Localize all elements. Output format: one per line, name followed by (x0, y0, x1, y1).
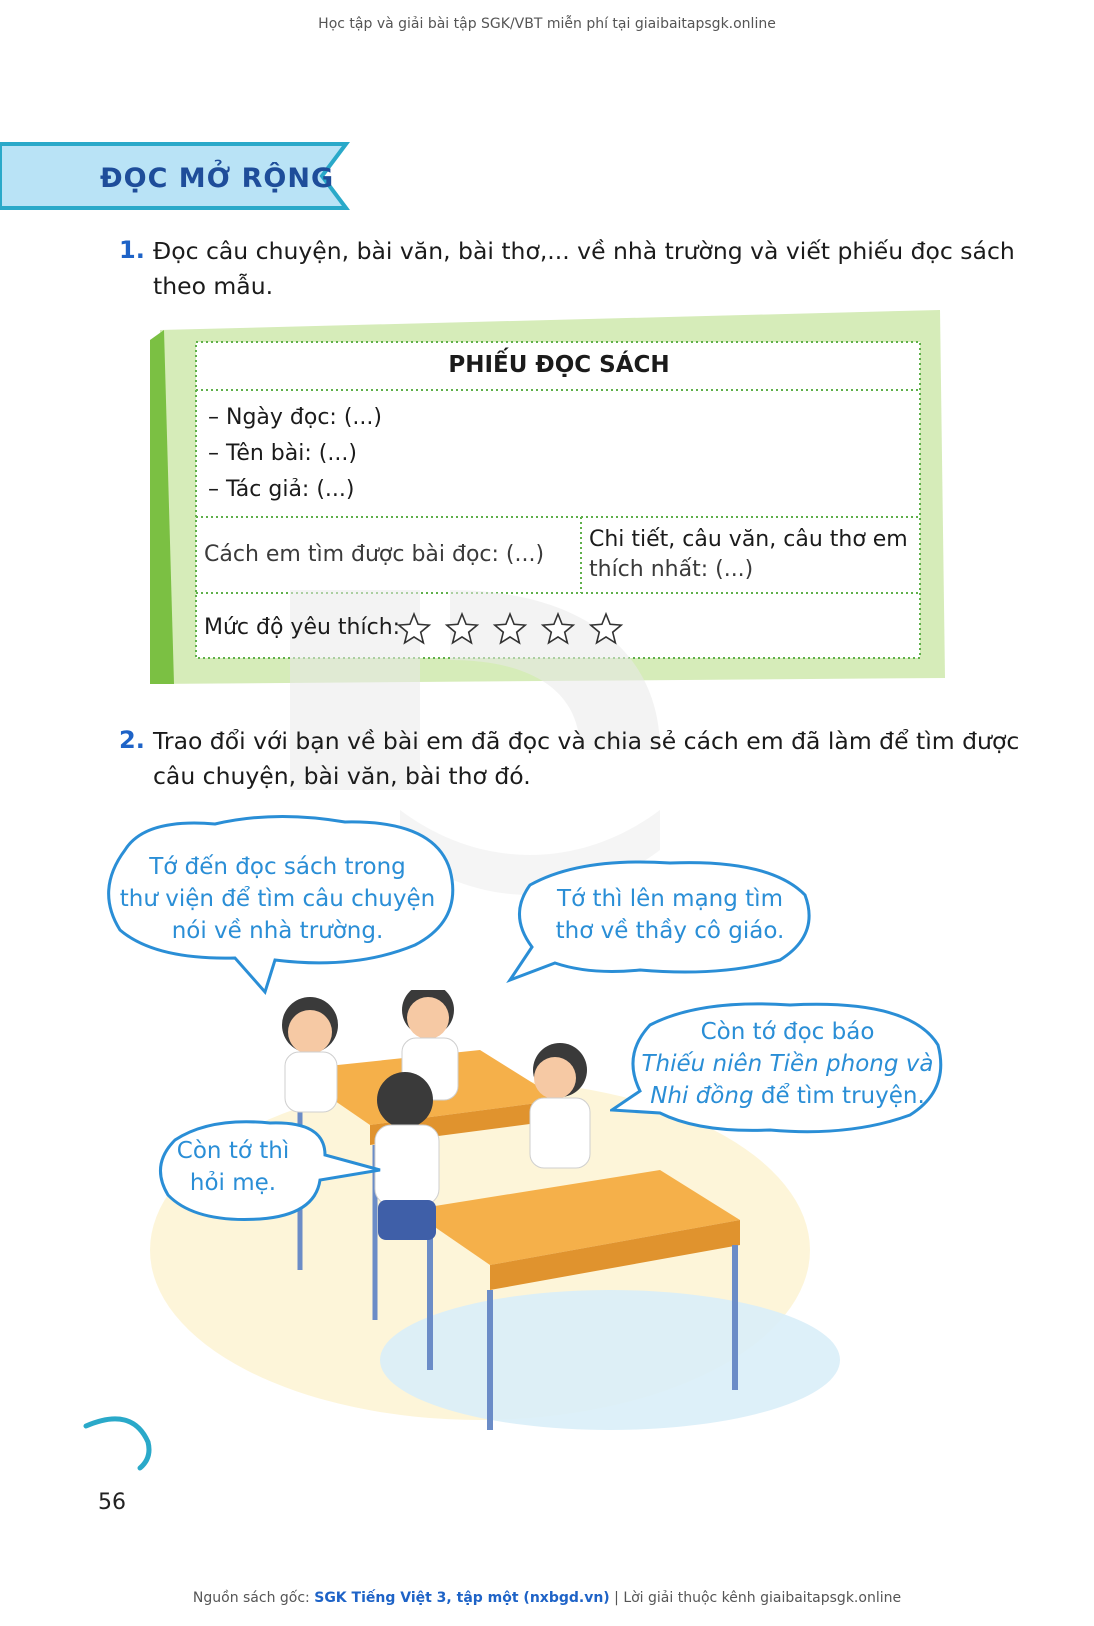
reading-card-title: PHIẾU ĐỌC SÁCH (448, 352, 670, 378)
bubble-3-line-3-italic: Nhi đồng (650, 1083, 754, 1109)
bubble-2-text (535, 883, 805, 947)
bubble-4-line-2: hỏi mẹ. (189, 1170, 277, 1196)
field-title: – Tên bài: (...) (208, 441, 357, 466)
question-1-line-1: Đọc câu chuyện, bài văn, bài thơ,... về nhà trường và viết phiếu đọc sách (153, 237, 1015, 265)
bubble-1-line-3: nói về nhà trường. (171, 918, 384, 944)
rating-star-icon (543, 614, 573, 643)
bubble-3-line-2-italic: Thiếu niên Tiền phong và (641, 1051, 934, 1077)
footer-source-link[interactable]: SGK Tiếng Việt 3, tập một (nxbgd.vn) (314, 1590, 610, 1606)
page-number-swoosh (82, 1412, 162, 1472)
bubble-3-line-3-rest: để tìm truyện. (753, 1083, 925, 1109)
bubble-2-line-2: thơ về thầy cô giáo. (555, 918, 785, 944)
question-1-number: 1. (119, 236, 145, 264)
field-how-found: Cách em tìm được bài đọc: (...) (204, 542, 545, 567)
top-note: Học tập và giải bài tập SGK/VBT miễn phí tại giaibaitapsgk.online (318, 16, 776, 32)
rating-star-icon (399, 614, 429, 643)
rating-label: Mức độ yêu thích: (204, 615, 401, 640)
bubble-1-line-1: Tớ đến đọc sách trong (149, 854, 406, 880)
bubble-1-text (110, 851, 445, 947)
bubble-3-line-3 (640, 1080, 935, 1112)
bubble-4-line-1: Còn tớ thì (176, 1138, 290, 1164)
footer-suffix: | Lời giải thuộc kênh giaibaitapsgk.online (609, 1590, 902, 1606)
question-2-line-1: Trao đổi với bạn về bài em đã đọc và chia sẻ cách em đã làm để tìm được (153, 727, 1020, 755)
bubble-3-line-1: Còn tớ đọc báo (700, 1019, 875, 1045)
footer-prefix: Nguồn sách gốc: (192, 1590, 315, 1606)
rating-stars (396, 610, 636, 650)
section-title: ĐỌC MỞ RỘNG (100, 163, 335, 194)
field-date: – Ngày đọc: (...) (208, 405, 382, 430)
rating-star-icon (447, 614, 477, 643)
bubble-2-line-1: Tớ thì lên mạng tìm (557, 886, 783, 912)
field-author: – Tác giả: (...) (208, 477, 355, 502)
question-1-line-2: theo mẫu. (153, 272, 274, 300)
bubble-1-line-2: thư viện để tìm câu chuyện (119, 886, 436, 912)
footer (0, 1590, 1094, 1606)
field-favorite-line-1: Chi tiết, câu văn, câu thơ em (589, 527, 908, 552)
bubble-3-line-2 (640, 1048, 935, 1080)
field-favorite-line-2: thích nhất: (...) (589, 557, 754, 582)
question-2-number: 2. (119, 726, 145, 754)
page-number: 56 (98, 1490, 126, 1515)
bubble-3-text (640, 1016, 935, 1112)
rating-star-icon (591, 614, 621, 643)
bubble-4-text (158, 1135, 308, 1199)
rating-star-icon (495, 614, 525, 643)
question-2-line-2: câu chuyện, bài văn, bài thơ đó. (153, 762, 531, 790)
